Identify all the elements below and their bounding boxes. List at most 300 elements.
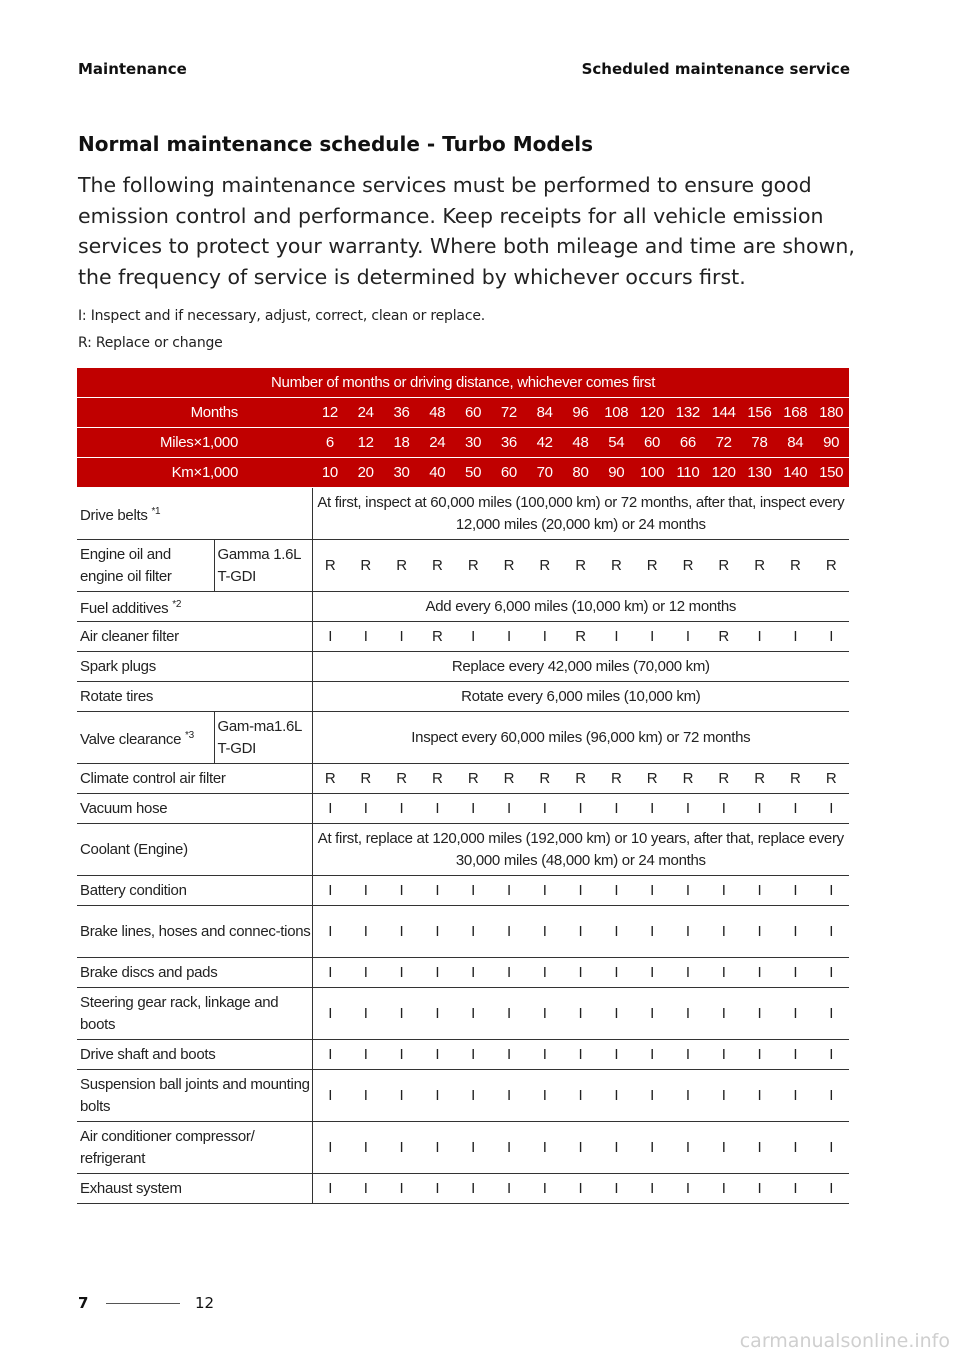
row-value: I — [634, 1174, 670, 1204]
row-value: R — [813, 764, 849, 794]
row-value: I — [813, 958, 849, 988]
chapter-number: 7 — [78, 1294, 89, 1312]
row-value: I — [742, 1174, 778, 1204]
row-value: I — [312, 1122, 348, 1174]
interval-row — [77, 458, 849, 488]
row-value: I — [527, 876, 563, 906]
row-value: R — [598, 764, 634, 794]
row-label-text: Valve clearance — [80, 730, 182, 748]
row-value: I — [742, 988, 778, 1040]
table-row — [77, 682, 849, 712]
table-row — [77, 488, 849, 540]
row-value: I — [419, 958, 455, 988]
row-label-text: Air cleaner filter — [80, 627, 179, 645]
table-row — [77, 794, 849, 824]
row-value: R — [527, 540, 563, 592]
row-interval-note: Add every 6,000 miles (10,000 km) or 12 months — [312, 592, 849, 622]
table-row — [77, 988, 849, 1040]
row-value: I — [455, 876, 491, 906]
row-value: I — [312, 622, 348, 652]
row-value: I — [455, 988, 491, 1040]
row-label-text: Brake discs and pads — [80, 963, 218, 981]
row-value: I — [813, 1174, 849, 1204]
interval-label: Months — [77, 398, 312, 428]
interval-value: 48 — [563, 428, 599, 458]
interval-value: 6 — [312, 428, 348, 458]
row-value: I — [777, 906, 813, 958]
table-header-row — [77, 368, 849, 398]
intro-paragraph: The following maintenance services must be performed to ensure good emission control and performance. Keep receipts for all vehicle emission services to protect your warranty. Where both mileage and time are shown, the frequency of service is determined by whichever occurs first. — [78, 173, 855, 289]
row-value: I — [419, 876, 455, 906]
row-value: I — [455, 906, 491, 958]
row-value: I — [563, 876, 599, 906]
row-value: R — [813, 540, 849, 592]
row-value: R — [312, 540, 348, 592]
row-label — [77, 906, 312, 958]
row-value: I — [670, 958, 706, 988]
page-number: 12 — [195, 1294, 215, 1312]
row-value: I — [742, 958, 778, 988]
row-value: I — [598, 1174, 634, 1204]
interval-value: 54 — [598, 428, 634, 458]
row-value: I — [384, 958, 420, 988]
interval-value: 140 — [777, 458, 813, 488]
table-row — [77, 764, 849, 794]
table-row — [77, 1122, 849, 1174]
row-value: I — [384, 1070, 420, 1122]
row-value: R — [742, 764, 778, 794]
row-value: R — [670, 540, 706, 592]
row-value: I — [634, 876, 670, 906]
row-value: I — [491, 906, 527, 958]
row-value: I — [455, 1122, 491, 1174]
row-value: R — [455, 764, 491, 794]
interval-value: 18 — [384, 428, 420, 458]
row-value: R — [455, 540, 491, 592]
row-value: I — [706, 1122, 742, 1174]
interval-value: 180 — [813, 398, 849, 428]
row-value: I — [670, 988, 706, 1040]
interval-value: 30 — [455, 428, 491, 458]
row-interval-note: Inspect every 60,000 miles (96,000 km) or 72 months — [312, 712, 849, 764]
row-value: I — [312, 794, 348, 824]
row-value: I — [598, 794, 634, 824]
row-value: I — [598, 1122, 634, 1174]
row-value: R — [563, 764, 599, 794]
row-value: I — [419, 1174, 455, 1204]
row-value: I — [777, 794, 813, 824]
row-value: I — [491, 794, 527, 824]
row-value: I — [348, 958, 384, 988]
row-engine-variant: Gamma 1.6L T-GDI — [214, 540, 312, 592]
row-value: I — [384, 794, 420, 824]
interval-value: 130 — [742, 458, 778, 488]
row-value: I — [455, 1174, 491, 1204]
row-value: I — [813, 906, 849, 958]
row-label — [77, 712, 214, 764]
interval-value: 50 — [455, 458, 491, 488]
row-value: I — [455, 794, 491, 824]
row-label-text: Engine oil and engine oil filter — [80, 545, 172, 585]
row-value: I — [777, 1070, 813, 1122]
row-value: I — [706, 906, 742, 958]
table-row — [77, 592, 849, 622]
interval-value: 120 — [706, 458, 742, 488]
row-value: R — [419, 622, 455, 652]
row-value: R — [527, 764, 563, 794]
interval-value: 12 — [348, 428, 384, 458]
row-value: I — [706, 958, 742, 988]
row-value: I — [527, 988, 563, 1040]
row-value: I — [777, 1122, 813, 1174]
row-interval-note: At first, inspect at 60,000 miles (100,000 km) or 72 months, after that, inspect every 12,000 miles (20,000 km) or 24 months — [312, 488, 849, 540]
row-value: R — [777, 764, 813, 794]
row-value: I — [348, 1040, 384, 1070]
row-value: I — [384, 1122, 420, 1174]
interval-value: 20 — [348, 458, 384, 488]
row-value: I — [777, 1040, 813, 1070]
row-value: I — [742, 876, 778, 906]
watermark: carmanualsonline.info — [739, 1330, 950, 1352]
maintenance-schedule-table — [77, 368, 849, 1204]
footer-divider — [106, 1303, 180, 1304]
row-value: I — [563, 1040, 599, 1070]
row-value: I — [491, 1040, 527, 1070]
table-row — [77, 1070, 849, 1122]
row-value: I — [384, 906, 420, 958]
row-value: I — [384, 988, 420, 1040]
row-value: I — [348, 988, 384, 1040]
interval-value: 60 — [455, 398, 491, 428]
row-value: I — [491, 1174, 527, 1204]
table-row — [77, 958, 849, 988]
interval-value: 10 — [312, 458, 348, 488]
row-value: I — [527, 906, 563, 958]
row-value: I — [527, 622, 563, 652]
row-label — [77, 876, 312, 906]
row-value: I — [813, 876, 849, 906]
row-value: I — [777, 622, 813, 652]
row-value: I — [777, 988, 813, 1040]
row-value: I — [634, 988, 670, 1040]
interval-value: 42 — [527, 428, 563, 458]
interval-value: 30 — [384, 458, 420, 488]
row-value: I — [742, 1070, 778, 1122]
row-value: I — [491, 1070, 527, 1122]
row-value: I — [348, 906, 384, 958]
row-value: I — [706, 1040, 742, 1070]
row-value: I — [813, 1070, 849, 1122]
interval-value: 144 — [706, 398, 742, 428]
row-value: I — [598, 1070, 634, 1122]
row-value: I — [670, 794, 706, 824]
interval-value: 80 — [563, 458, 599, 488]
row-value: I — [742, 622, 778, 652]
row-value: I — [312, 988, 348, 1040]
interval-value: 110 — [670, 458, 706, 488]
interval-value: 78 — [742, 428, 778, 458]
row-value: I — [419, 1040, 455, 1070]
row-value: R — [634, 540, 670, 592]
row-label — [77, 824, 312, 876]
row-value: I — [634, 1040, 670, 1070]
row-value: I — [384, 1174, 420, 1204]
row-label — [77, 540, 214, 592]
interval-value: 72 — [491, 398, 527, 428]
row-value: I — [419, 794, 455, 824]
legend-replace: R: Replace or change — [78, 335, 223, 351]
row-value: I — [312, 1070, 348, 1122]
row-value: I — [813, 794, 849, 824]
row-value: I — [527, 1122, 563, 1174]
row-value: I — [813, 1040, 849, 1070]
row-value: I — [527, 1070, 563, 1122]
interval-value: 48 — [419, 398, 455, 428]
interval-value: 24 — [419, 428, 455, 458]
row-value: I — [455, 1040, 491, 1070]
row-value: I — [312, 906, 348, 958]
interval-value: 40 — [419, 458, 455, 488]
row-value: I — [742, 794, 778, 824]
interval-value: 60 — [491, 458, 527, 488]
table-row — [77, 540, 849, 592]
row-value: I — [706, 988, 742, 1040]
interval-value: 156 — [742, 398, 778, 428]
page-subsection-header: Scheduled maintenance service — [581, 60, 850, 78]
table-row — [77, 1174, 849, 1204]
row-value: I — [813, 1122, 849, 1174]
row-label — [77, 682, 312, 712]
row-value: I — [742, 1122, 778, 1174]
interval-value: 60 — [634, 428, 670, 458]
interval-value: 70 — [527, 458, 563, 488]
row-value: I — [563, 988, 599, 1040]
row-label — [77, 652, 312, 682]
row-value: I — [491, 622, 527, 652]
row-value: I — [563, 1174, 599, 1204]
row-value: R — [742, 540, 778, 592]
row-value: I — [563, 1122, 599, 1174]
row-value: I — [312, 1174, 348, 1204]
row-label — [77, 1122, 312, 1174]
row-label-text: Drive shaft and boots — [80, 1045, 216, 1063]
row-value: I — [348, 622, 384, 652]
table-row — [77, 824, 849, 876]
row-label-text: Coolant (Engine) — [80, 840, 188, 858]
row-value: R — [598, 540, 634, 592]
row-value: R — [670, 764, 706, 794]
row-value: I — [384, 876, 420, 906]
row-value: I — [384, 1040, 420, 1070]
interval-value: 90 — [598, 458, 634, 488]
row-value: I — [634, 906, 670, 958]
row-interval-note: Replace every 42,000 miles (70,000 km) — [312, 652, 849, 682]
row-label — [77, 1070, 312, 1122]
row-value: I — [777, 1174, 813, 1204]
row-value: I — [419, 988, 455, 1040]
row-label-text: Air conditioner compressor/ refrigerant — [80, 1127, 255, 1167]
row-value: I — [527, 1174, 563, 1204]
row-label-text: Fuel additives — [80, 599, 169, 617]
row-engine-variant: Gam-ma1.6L T-GDI — [214, 712, 312, 764]
row-value: R — [563, 540, 599, 592]
row-value: I — [527, 1040, 563, 1070]
legend-inspect: I: Inspect and if necessary, adjust, correct, clean or replace. — [78, 308, 485, 324]
row-value: I — [348, 794, 384, 824]
interval-value: 132 — [670, 398, 706, 428]
interval-value: 12 — [312, 398, 348, 428]
row-value: I — [598, 958, 634, 988]
interval-value: 66 — [670, 428, 706, 458]
row-value: I — [348, 1122, 384, 1174]
table-row — [77, 906, 849, 958]
row-value: I — [491, 958, 527, 988]
row-label-text: Suspension ball joints and mounting bolts — [80, 1075, 310, 1115]
row-value: I — [419, 1122, 455, 1174]
interval-value: 36 — [491, 428, 527, 458]
row-value: I — [634, 958, 670, 988]
row-label-text: Exhaust system — [80, 1179, 182, 1197]
page-title: Normal maintenance schedule - Turbo Models — [78, 132, 594, 156]
row-value: R — [563, 622, 599, 652]
row-label-text: Brake lines, hoses and connec-tions — [80, 922, 311, 940]
row-value: I — [455, 622, 491, 652]
row-label-text: Spark plugs — [80, 657, 156, 675]
table-row — [77, 712, 849, 764]
row-value: R — [419, 540, 455, 592]
row-value: R — [777, 540, 813, 592]
interval-value: 96 — [563, 398, 599, 428]
row-value: I — [777, 876, 813, 906]
row-value: I — [563, 958, 599, 988]
row-value: I — [384, 622, 420, 652]
interval-value: 24 — [348, 398, 384, 428]
row-value: I — [455, 1070, 491, 1122]
row-value: I — [491, 876, 527, 906]
row-value: R — [384, 540, 420, 592]
row-value: I — [527, 794, 563, 824]
row-value: R — [706, 622, 742, 652]
table-row — [77, 652, 849, 682]
row-value: I — [670, 1122, 706, 1174]
section-header: Maintenance — [78, 60, 187, 78]
row-value: I — [706, 794, 742, 824]
row-value: I — [598, 988, 634, 1040]
row-value: I — [777, 958, 813, 988]
table-row — [77, 876, 849, 906]
row-label — [77, 488, 312, 540]
footnote-marker: *2 — [172, 598, 182, 610]
row-label-text: Climate control air filter — [80, 769, 226, 787]
footnote-marker: *3 — [185, 729, 194, 741]
row-value: I — [670, 1174, 706, 1204]
row-label — [77, 794, 312, 824]
row-label-text: Drive belts — [80, 506, 148, 524]
row-label — [77, 1174, 312, 1204]
row-value: I — [312, 1040, 348, 1070]
interval-value: 100 — [634, 458, 670, 488]
row-value: I — [742, 1040, 778, 1070]
row-value: I — [670, 1070, 706, 1122]
row-value: I — [598, 622, 634, 652]
row-value: R — [384, 764, 420, 794]
row-value: R — [634, 764, 670, 794]
interval-value: 90 — [813, 428, 849, 458]
row-value: I — [491, 988, 527, 1040]
interval-label: Km×1,000 — [77, 458, 312, 488]
row-value: I — [706, 876, 742, 906]
row-value: R — [348, 540, 384, 592]
row-interval-note: At first, replace at 120,000 miles (192,000 km) or 10 years, after that, replace every 30,000 miles (48,000 km) or 24 months — [312, 824, 849, 876]
table-row — [77, 622, 849, 652]
row-value: R — [491, 540, 527, 592]
row-value: R — [706, 764, 742, 794]
row-value: I — [742, 906, 778, 958]
footnote-marker: *1 — [151, 505, 161, 517]
row-label — [77, 622, 312, 652]
interval-value: 150 — [813, 458, 849, 488]
interval-row — [77, 428, 849, 458]
row-value: I — [312, 876, 348, 906]
row-value: I — [634, 794, 670, 824]
row-value: I — [348, 1174, 384, 1204]
interval-label: Miles×1,000 — [77, 428, 312, 458]
row-value: I — [527, 958, 563, 988]
row-value: R — [419, 764, 455, 794]
row-value: I — [706, 1174, 742, 1204]
row-label-text: Steering gear rack, linkage and boots — [80, 993, 279, 1033]
row-value: I — [598, 906, 634, 958]
row-value: I — [348, 1070, 384, 1122]
row-value: I — [813, 622, 849, 652]
row-label — [77, 764, 312, 794]
row-value: I — [670, 876, 706, 906]
row-value: I — [419, 906, 455, 958]
row-value: I — [598, 1040, 634, 1070]
row-label-text: Vacuum hose — [80, 799, 168, 817]
row-value: I — [813, 988, 849, 1040]
row-value: R — [491, 764, 527, 794]
row-interval-note: Rotate every 6,000 miles (10,000 km) — [312, 682, 849, 712]
interval-value: 36 — [384, 398, 420, 428]
row-value: I — [634, 1070, 670, 1122]
row-value: I — [419, 1070, 455, 1122]
row-value: I — [563, 906, 599, 958]
row-value: I — [634, 622, 670, 652]
row-value: I — [491, 1122, 527, 1174]
row-value: R — [312, 764, 348, 794]
row-value: I — [348, 876, 384, 906]
row-value: I — [670, 622, 706, 652]
row-value: I — [598, 876, 634, 906]
table-top-header: Number of months or driving distance, whichever comes first — [77, 368, 849, 398]
row-label — [77, 592, 312, 622]
row-value: I — [563, 1070, 599, 1122]
row-label-text: Battery condition — [80, 881, 187, 899]
interval-value: 120 — [634, 398, 670, 428]
row-value: I — [670, 1040, 706, 1070]
row-value: I — [312, 958, 348, 988]
table-row — [77, 1040, 849, 1070]
row-value: I — [563, 794, 599, 824]
row-value: R — [348, 764, 384, 794]
row-value: I — [455, 958, 491, 988]
row-label — [77, 988, 312, 1040]
interval-value: 84 — [527, 398, 563, 428]
row-label — [77, 1040, 312, 1070]
row-value: I — [706, 1070, 742, 1122]
interval-value: 72 — [706, 428, 742, 458]
